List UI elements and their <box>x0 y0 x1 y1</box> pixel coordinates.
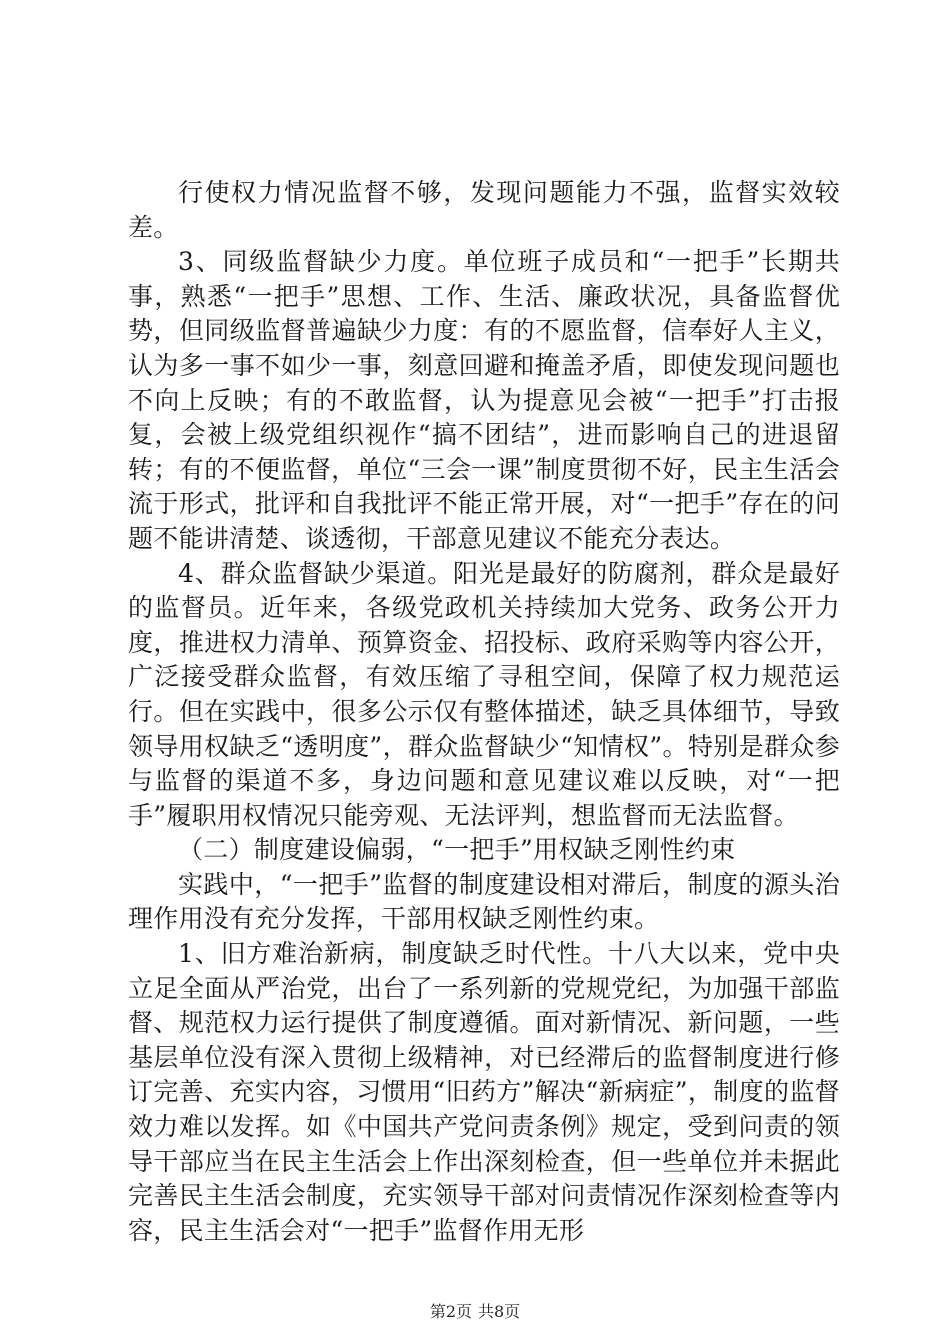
paragraph-5: 1、旧方难治新病，制度缺乏时代性。十八大以来，党中央立足全面从严治党，出台了一系列新的党规党纪，为加强干部监督、规范权力运行提供了制度遵循。面对新情况、新问题，一些基层单位没有深入贯彻上级精神，对已经滞后的监督制度进行修订完善、充实内容，习惯用“旧药方”解决“新病症”，制度的监督效力难以发挥。如《中国共产党问责条例》规定，受到问责的领导干部应当在民主生活会上作出深刻检查，但一些单位并未据此完善民主生活会制度，充实领导干部对问责情况作深刻检查等内容，民主生活会对“一把手”监督作用无形 <box>128 939 840 1245</box>
paragraph-2: 3、同级监督缺少力度。单位班子成员和“一把手”长期共事，熟悉“一把手”思想、工作、生活、廉政状况，具备监督优势，但同级监督普遍缺少力度：有的不愿监督，信奉好人主义，认为多一事不如少一事，刻意回避和掩盖矛盾，即使发现问题也不向上反映；有的不敢监督，认为提意见会被“一把手”打击报复，会被上级党组织视作“搞不团结”，进而影响自己的进退留转；有的不便监督，单位“三会一课”制度贯彻不好，民主生活会流于形式，批评和自我批评不能正常开展，对“一把手”存在的问题不能讲清楚、谈透彻，干部意见建议不能充分表达。 <box>128 247 840 553</box>
document-body <box>128 176 840 1248</box>
paragraph-1: 行使权力情况监督不够，发现问题能力不强，监督实效较差。 <box>128 178 840 242</box>
paragraph-3: 4、群众监督缺少渠道。阳光是最好的防腐剂，群众是最好的监督员。近年来，各级党政机关持续加大党务、政务公开力度，推进权力清单、预算资金、招投标、政府采购等内容公开，广泛接受群众监督，有效压缩了寻租空间，保障了权力规范运行。但在实践中，很多公示仅有整体描述，缺乏具体细节，导致领导用权缺乏“透明度”，群众监督缺少“知情权”。特别是群众参与监督的渠道不多，身边问题和意见建议难以反映，对“一把手”履职用权情况只能旁观、无法评判，想监督而无法监督。 <box>128 558 841 830</box>
paragraph-4: 实践中，“一把手”监督的制度建设相对滞后，制度的源头治理作用没有充分发挥，干部用权缺乏刚性约束。 <box>128 869 840 934</box>
page-number: 第2页 <box>429 1302 472 1321</box>
section-heading: （二）制度建设偏弱，“一把手”用权缺乏刚性约束 <box>178 835 736 865</box>
page-total: 共8页 <box>478 1302 521 1321</box>
page-footer <box>0 1302 950 1322</box>
